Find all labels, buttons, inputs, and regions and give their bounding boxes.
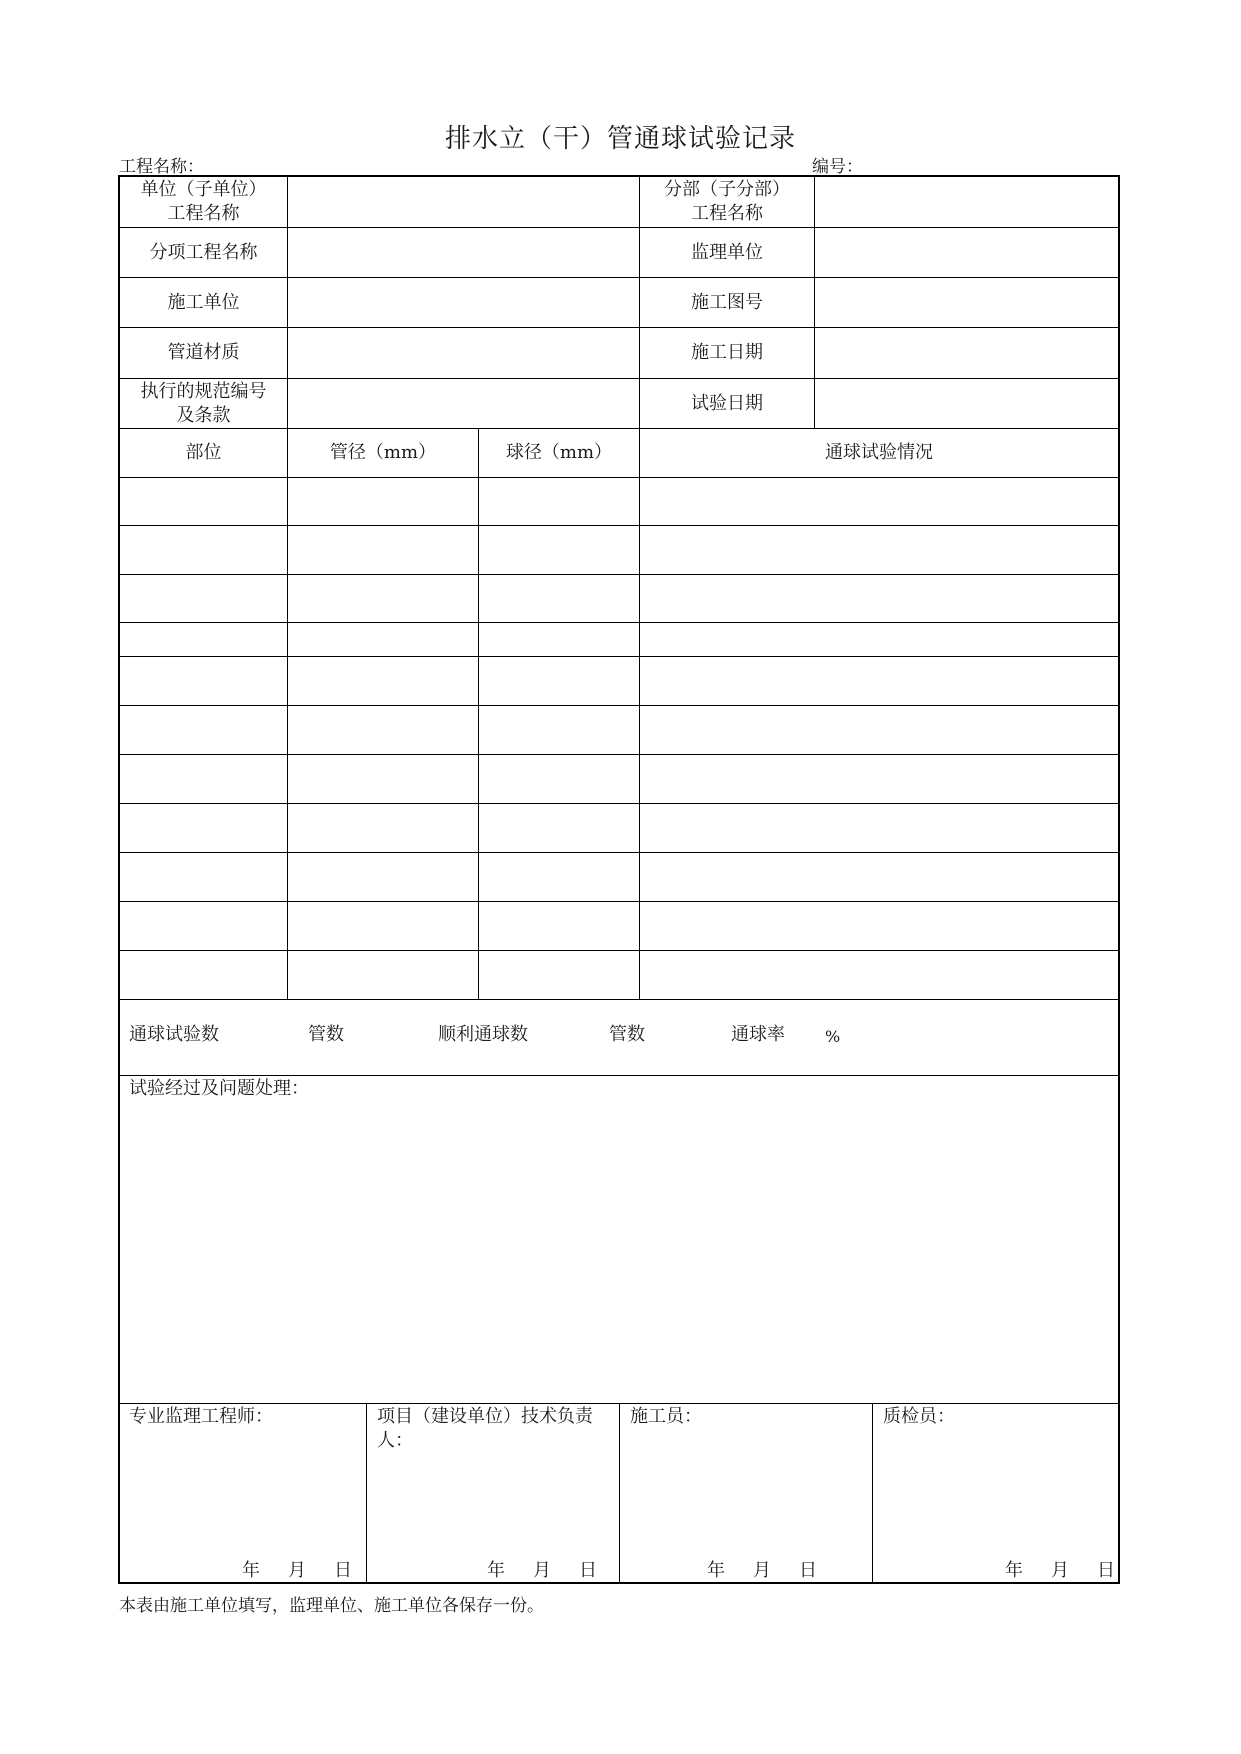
label-line: 执行的规范编号: [140, 380, 267, 402]
supervisor-unit-value[interactable]: [815, 228, 1118, 277]
record-number-label: 编号：: [812, 157, 863, 177]
cell-ball-diameter[interactable]: [479, 575, 639, 622]
builder-sign-date: [707, 1556, 817, 1582]
column-header-test-result: 通球试验情况: [825, 442, 933, 463]
cell-ball-diameter[interactable]: [479, 755, 639, 803]
inspector-sign-date: [1005, 1556, 1115, 1582]
cell-ball-diameter[interactable]: [479, 478, 639, 525]
row-divider: [118, 999, 1120, 1000]
date-month: 月: [1051, 1560, 1069, 1581]
unit-project-name-label: [120, 177, 287, 227]
row-divider: [118, 1075, 1120, 1076]
pipe-count-unit: 管数: [308, 1024, 344, 1045]
cell-pipe-diameter[interactable]: [288, 706, 478, 754]
unit-project-name-value[interactable]: [288, 177, 639, 227]
date-day: 日: [799, 1560, 817, 1581]
cell-test-result[interactable]: [640, 755, 1118, 803]
date-year: 年: [242, 1560, 260, 1581]
process-notes-area[interactable]: [120, 1105, 1118, 1401]
cell-pipe-diameter[interactable]: [288, 853, 478, 901]
date-year: 年: [487, 1560, 505, 1581]
cell-pipe-diameter[interactable]: [288, 902, 478, 950]
label-line: 及条款: [176, 404, 231, 426]
cell-location[interactable]: [120, 853, 287, 901]
cell-test-result[interactable]: [640, 526, 1118, 574]
cell-test-result[interactable]: [640, 853, 1118, 901]
standard-code-value[interactable]: [288, 379, 639, 428]
column-divider: [366, 1403, 367, 1584]
footnote: 本表由施工单位填写，监理单位、施工单位各保存一份。: [119, 1596, 544, 1616]
cell-test-result[interactable]: [640, 575, 1118, 622]
construction-date-value[interactable]: [815, 328, 1118, 378]
cell-test-result[interactable]: [640, 706, 1118, 754]
construction-unit-label: 施工单位: [167, 291, 240, 313]
cell-pipe-diameter[interactable]: [288, 623, 478, 656]
cell-pipe-diameter[interactable]: [288, 478, 478, 525]
division-name-value[interactable]: [815, 177, 1118, 227]
drawing-number-value[interactable]: [815, 278, 1118, 327]
cell-ball-diameter[interactable]: [479, 706, 639, 754]
cell-location[interactable]: [120, 575, 287, 622]
date-day: 日: [579, 1560, 597, 1581]
label-line: 单位（子单位）: [140, 179, 267, 200]
supervisor-unit-label: 监理单位: [691, 241, 763, 263]
builder-label: 施工员：: [630, 1406, 702, 1427]
cell-pipe-diameter[interactable]: [288, 526, 478, 574]
label-line: 工程名称: [691, 203, 763, 224]
smooth-pass-count-label: 顺利通球数: [438, 1024, 528, 1045]
column-header-pipe-diameter: 管径（mm）: [329, 442, 437, 463]
column-header-location: 部位: [185, 442, 222, 463]
division-name-label: [640, 177, 814, 227]
project-name-label: 工程名称：: [119, 157, 204, 177]
pass-rate-label: 通球率: [731, 1024, 785, 1045]
tech-lead-sign-date: [487, 1556, 597, 1582]
page-title: 排水立（干）管通球试验记录: [444, 124, 796, 154]
supervisor-engineer-label: 专业监理工程师：: [129, 1406, 273, 1427]
subitem-name-label: 分项工程名称: [149, 241, 258, 263]
test-date-value[interactable]: [815, 379, 1118, 428]
process-label: 试验经过及问题处理：: [129, 1078, 309, 1099]
cell-ball-diameter[interactable]: [479, 902, 639, 950]
column-header-ball-diameter: 球径（mm）: [505, 442, 613, 463]
date-month: 月: [533, 1560, 551, 1581]
percent-sign: %: [825, 1027, 841, 1046]
cell-ball-diameter[interactable]: [479, 951, 639, 999]
date-day: 日: [1097, 1560, 1115, 1581]
cell-location[interactable]: [120, 526, 287, 574]
subitem-name-value[interactable]: [288, 228, 639, 277]
label-line: 工程名称: [167, 203, 240, 224]
cell-test-result[interactable]: [640, 804, 1118, 852]
cell-ball-diameter[interactable]: [479, 657, 639, 705]
date-year: 年: [1005, 1560, 1023, 1581]
cell-ball-diameter[interactable]: [479, 804, 639, 852]
test-count-label: 通球试验数: [129, 1024, 219, 1045]
label-line: 人：: [377, 1430, 413, 1451]
cell-test-result[interactable]: [640, 657, 1118, 705]
construction-date-label: 施工日期: [691, 342, 763, 363]
standard-code-label: [120, 379, 287, 428]
cell-ball-diameter[interactable]: [479, 526, 639, 574]
date-year: 年: [707, 1560, 725, 1581]
supervisor-sign-date: [242, 1556, 352, 1582]
cell-pipe-diameter[interactable]: [288, 951, 478, 999]
cell-test-result[interactable]: [640, 902, 1118, 950]
label-line: 分部（子分部）: [664, 179, 790, 200]
pipe-material-value[interactable]: [288, 328, 639, 378]
cell-location[interactable]: [120, 951, 287, 999]
test-date-label: 试验日期: [691, 392, 763, 414]
cell-ball-diameter[interactable]: [479, 853, 639, 901]
cell-pipe-diameter[interactable]: [288, 755, 478, 803]
cell-pipe-diameter[interactable]: [288, 804, 478, 852]
column-divider: [619, 1403, 620, 1584]
cell-location[interactable]: [120, 657, 287, 705]
cell-location[interactable]: [120, 706, 287, 754]
label-line: 项目（建设单位）技术负责: [377, 1406, 593, 1427]
date-month: 月: [753, 1560, 771, 1581]
inspector-label: 质检员：: [883, 1406, 955, 1427]
cell-test-result[interactable]: [640, 478, 1118, 525]
cell-location[interactable]: [120, 804, 287, 852]
date-day: 日: [334, 1560, 352, 1581]
cell-test-result[interactable]: [640, 951, 1118, 999]
cell-location[interactable]: [120, 623, 287, 656]
tech-lead-label: [377, 1405, 612, 1453]
construction-unit-value[interactable]: [288, 278, 639, 327]
cell-location[interactable]: [120, 478, 287, 525]
column-divider: [872, 1403, 873, 1584]
cell-test-result[interactable]: [640, 623, 1118, 656]
cell-pipe-diameter[interactable]: [288, 575, 478, 622]
cell-pipe-diameter[interactable]: [288, 657, 478, 705]
cell-location[interactable]: [120, 755, 287, 803]
date-month: 月: [288, 1560, 306, 1581]
cell-location[interactable]: [120, 902, 287, 950]
pipe-material-label: 管道材质: [167, 342, 240, 363]
pipe-count-unit: 管数: [609, 1024, 645, 1045]
cell-ball-diameter[interactable]: [479, 623, 639, 656]
drawing-number-label: 施工图号: [691, 291, 763, 313]
